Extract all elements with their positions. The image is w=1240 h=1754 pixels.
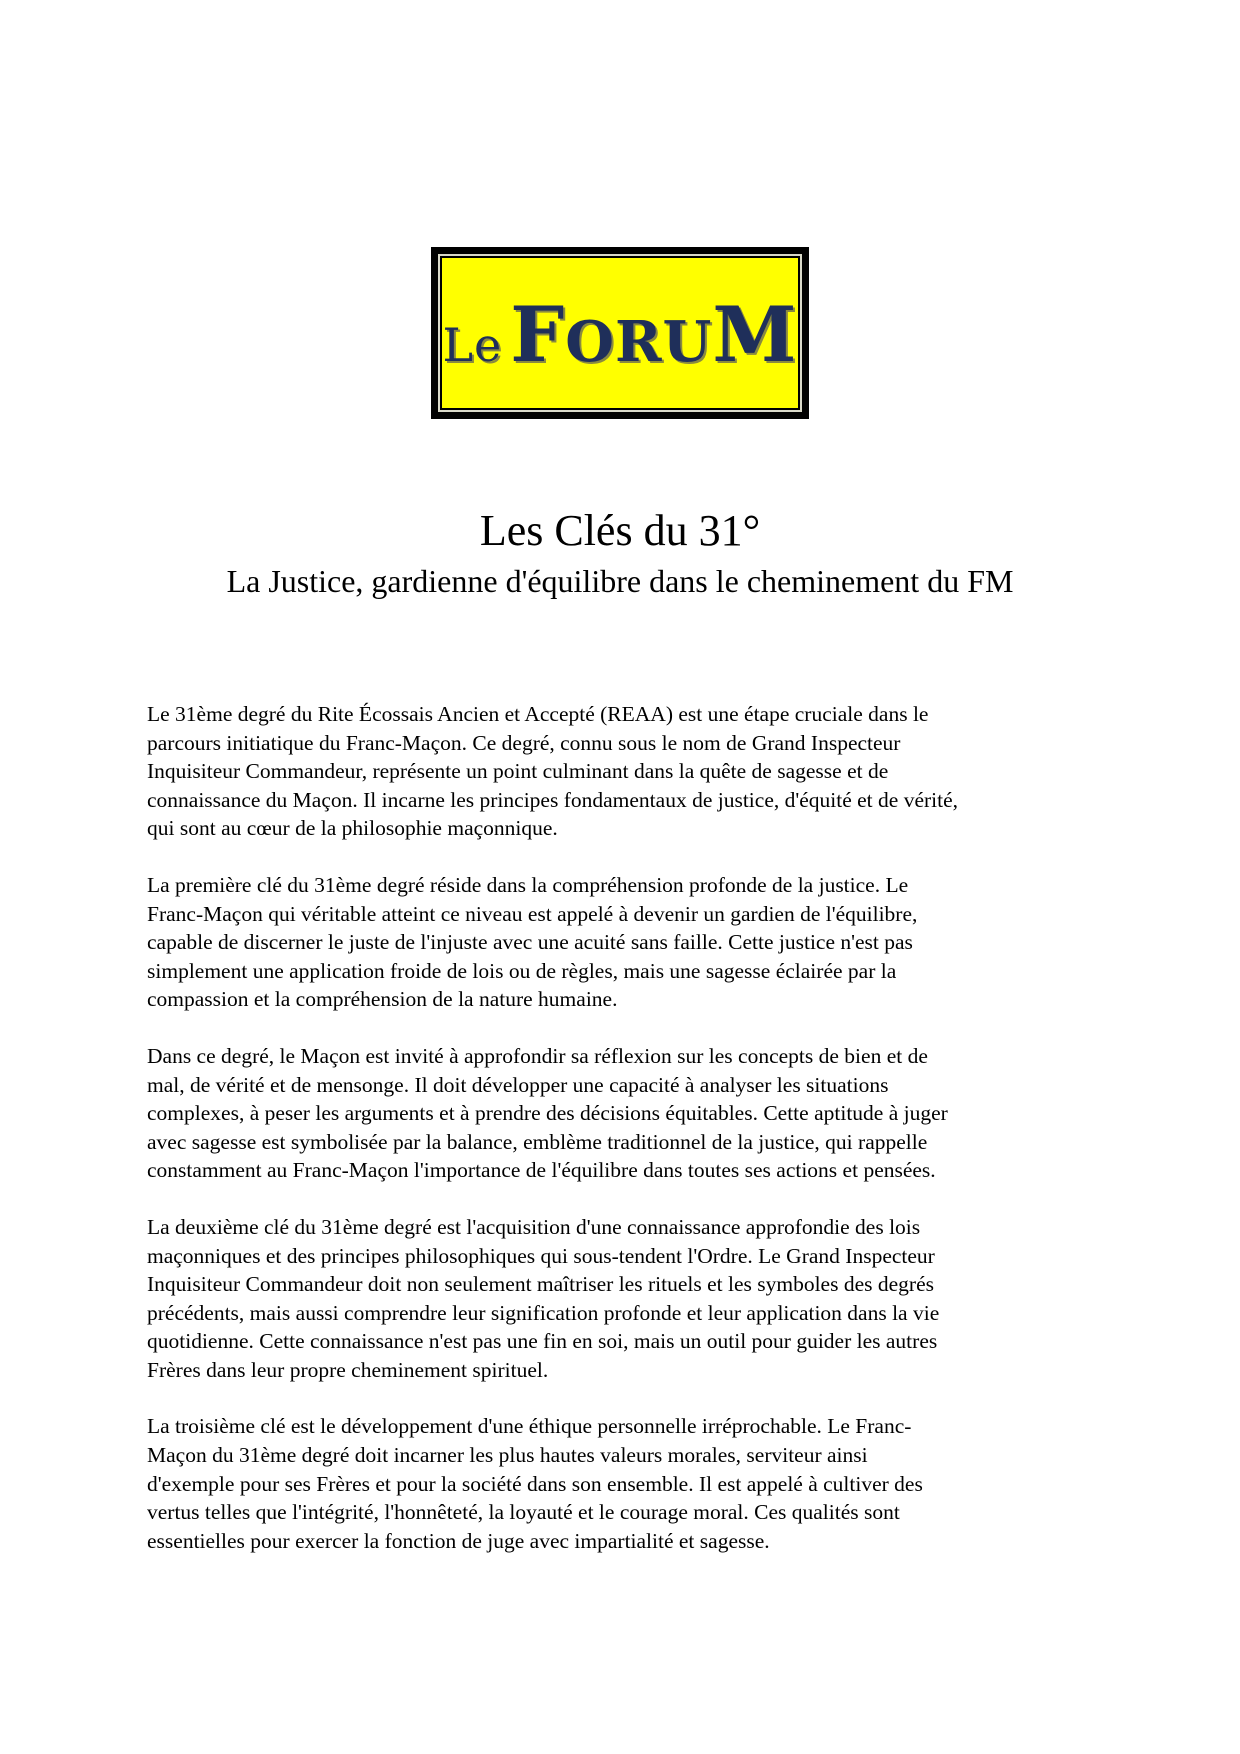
- text-line: d'exemple pour ses Frères et pour la société dans son ensemble. Il est appelé à cultiver des: [147, 1471, 923, 1496]
- text-line: La deuxième clé du 31ème degré est l'acquisition d'une connaissance approfondie des lois: [147, 1214, 921, 1239]
- text-line: simplement une application froide de lois ou de règles, mais une sagesse éclairée par la: [147, 958, 897, 983]
- text-line: Frères dans leur propre cheminement spirituel.: [147, 1357, 549, 1382]
- text-line: La première clé du 31ème degré réside dans la compréhension profonde de la justice. Le: [147, 872, 909, 897]
- page-subtitle: La Justice, gardienne d'équilibre dans le cheminement du FM: [226, 563, 1014, 599]
- logo-forum-middle: ORU: [565, 309, 713, 375]
- article-body: [147, 700, 1107, 1583]
- text-line: constamment au Franc-Maçon l'importance de l'équilibre dans toutes ses actions et pensées.: [147, 1158, 936, 1183]
- text-line: Le 31ème degré du Rite Écossais Ancien et Accepté (REAA) est une étape cruciale dans le: [147, 702, 929, 726]
- logo-background: [442, 258, 798, 408]
- text-line: compassion et la compréhension de la nature humaine.: [147, 987, 618, 1012]
- logo-le: Le: [442, 318, 503, 372]
- paragraph-2: [147, 871, 1107, 1014]
- text-line: essentielles pour exercer la fonction de juge avec impartialité et sagesse.: [147, 1528, 770, 1553]
- le-forum-logo: [431, 247, 809, 419]
- logo-frame: [438, 254, 802, 412]
- text-line: qui sont au cœur de la philosophie maçonnique.: [147, 816, 558, 841]
- text-line: vertus telles que l'intégrité, l'honnêteté, la loyauté et le courage moral. Ces qualités sont: [147, 1500, 900, 1525]
- paragraph-1: [147, 700, 1107, 843]
- text-line: Franc-Maçon qui véritable atteint ce niveau est appelé à devenir un gardien de l'équilibre,: [147, 901, 918, 926]
- text-line: parcours initiatique du Franc-Maçon. Ce degré, connu sous le nom de Grand Inspecteur: [147, 730, 901, 755]
- logo-forum-initial: F: [510, 290, 566, 379]
- text-line: Maçon du 31ème degré doit incarner les plus hautes valeurs morales, serviteur ainsi: [147, 1443, 868, 1468]
- text-line: capable de discerner le juste de l'injuste avec une acuité sans faille. Cette justice n'est pas: [147, 930, 913, 955]
- paragraph-4: [147, 1213, 1107, 1385]
- text-line: complexes, à peser les arguments et à prendre des décisions équitables. Cette aptitude à juger: [147, 1101, 948, 1126]
- text-line: La troisième clé est le développement d'une éthique personnelle irréprochable. Le Franc-: [147, 1414, 912, 1439]
- text-line: avec sagesse est symbolisée par la balance, emblème traditionnel de la justice, qui rappelle: [147, 1129, 928, 1154]
- text-line: Dans ce degré, le Maçon est invité à approfondir sa réflexion sur les concepts de bien et de: [147, 1043, 928, 1068]
- text-line: Inquisiteur Commandeur, représente un point culminant dans la quête de sagesse et de: [147, 759, 889, 784]
- paragraph-3: [147, 1042, 1107, 1185]
- text-line: Inquisiteur Commandeur doit non seulement maîtriser les rituels et les symboles des degrés: [147, 1272, 934, 1297]
- text-line: précédents, mais aussi comprendre leur signification profonde et leur application dans la vie: [147, 1300, 940, 1325]
- text-line: maçonniques et des principes philosophiques qui sous-tendent l'Ordre. Le Grand Inspecteur: [147, 1243, 935, 1268]
- logo-wordmark: [442, 290, 798, 379]
- page-title: Les Clés du 31°: [479, 506, 761, 555]
- text-line: quotidienne. Cette connaissance n'est pas une fin en soi, mais un outil pour guider les autres: [147, 1329, 938, 1354]
- text-line: connaissance du Maçon. Il incarne les principes fondamentaux de justice, d'équité et de vérité,: [147, 787, 959, 812]
- text-line: mal, de vérité et de mensonge. Il doit développer une capacité à analyser les situations: [147, 1072, 889, 1097]
- paragraph-5: [147, 1412, 1107, 1555]
- logo-forum-final: M: [712, 290, 798, 379]
